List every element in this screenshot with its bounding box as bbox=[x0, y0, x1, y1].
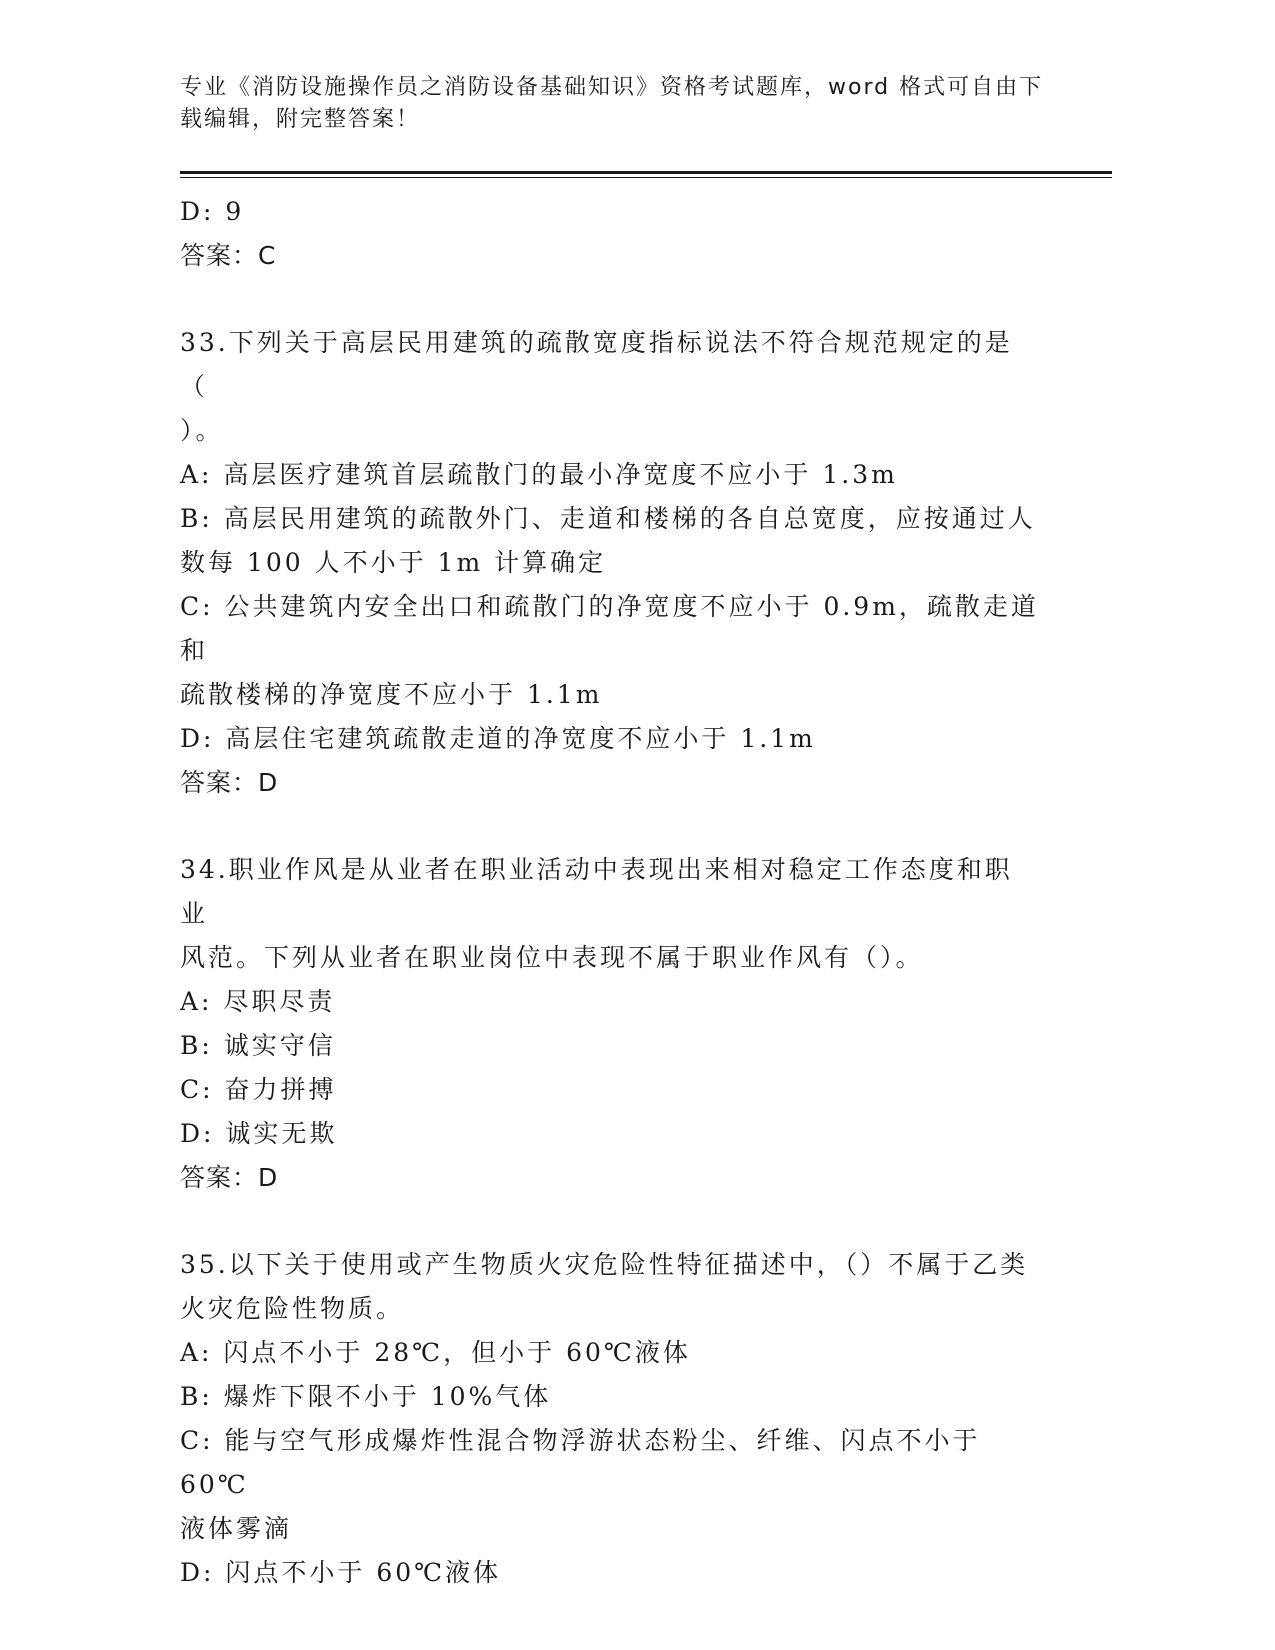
option-c-continued: 液体雾滴 bbox=[180, 1514, 293, 1543]
spacer bbox=[180, 278, 1040, 321]
answer-text: 答案：D bbox=[180, 768, 279, 797]
option-b: B: 诚实守信 bbox=[180, 1031, 336, 1060]
option-c: C: 公共建筑内安全出口和疏散门的净宽度不应小于 0.9m，疏散走道和 bbox=[180, 592, 1039, 665]
option-a: A: 高层医疗建筑首层疏散门的最小净宽度不应小于 1.3m bbox=[180, 460, 898, 489]
option-a: A: 闪点不小于 28℃，但小于 60℃液体 bbox=[180, 1338, 691, 1367]
option-d: D: 高层住宅建筑疏散走道的净宽度不应小于 1.1m bbox=[180, 724, 816, 753]
spacer bbox=[180, 805, 1040, 848]
option-b: B: 高层民用建筑的疏散外门、走道和楼梯的各自总宽度，应按通过人 bbox=[180, 504, 1036, 533]
option-b: B: 爆炸下限不小于 10%气体 bbox=[180, 1382, 552, 1411]
option-b-continued: 数每 100 人不小于 1m 计算确定 bbox=[180, 548, 607, 577]
answer-text: 答案：D bbox=[180, 1163, 279, 1192]
option-d: D: 闪点不小于 60℃液体 bbox=[180, 1558, 502, 1587]
option-a: A: 尽职尽责 bbox=[180, 987, 336, 1016]
option-c-continued: 疏散楼梯的净宽度不应小于 1.1m bbox=[180, 680, 603, 709]
previous-question-tail bbox=[180, 190, 1040, 278]
spacer bbox=[180, 1200, 1040, 1243]
option-d: D: 诚实无欺 bbox=[180, 1119, 338, 1148]
question-34 bbox=[180, 848, 1040, 1200]
header-divider-thick bbox=[180, 171, 1112, 174]
question-stem-continued: 火灾危险性物质。 bbox=[180, 1294, 405, 1323]
header-divider-thin bbox=[180, 177, 1112, 178]
question-33 bbox=[180, 321, 1040, 805]
header-line-1: 专业《消防设施操作员之消防设备基础知识》资格考试题库，word 格式可自由下 bbox=[180, 75, 1044, 100]
option-c: C: 能与空气形成爆炸性混合物浮游状态粉尘、纤维、闪点不小于 60℃ bbox=[180, 1426, 981, 1499]
question-stem: 33.下列关于高层民用建筑的疏散宽度指标说法不符合规范规定的是（ bbox=[180, 328, 1013, 401]
option-d: D: 9 bbox=[180, 197, 245, 226]
question-35 bbox=[180, 1243, 1040, 1595]
option-c: C: 奋力拼搏 bbox=[180, 1075, 337, 1104]
question-stem: 35.以下关于使用或产生物质火灾危险性特征描述中，（）不属于乙类 bbox=[180, 1250, 1029, 1279]
header-line-2: 载编辑，附完整答案！ bbox=[180, 107, 421, 132]
answer-text: 答案：C bbox=[180, 241, 277, 270]
question-stem-continued: ）。 bbox=[180, 416, 224, 445]
question-content bbox=[180, 190, 1040, 1595]
question-stem: 34.职业作风是从业者在职业活动中表现出来相对稳定工作态度和职业 bbox=[180, 855, 1013, 928]
question-stem-continued: 风范。下列从业者在职业岗位中表现不属于职业作风有（）。 bbox=[180, 943, 924, 972]
document-header bbox=[180, 72, 1060, 136]
